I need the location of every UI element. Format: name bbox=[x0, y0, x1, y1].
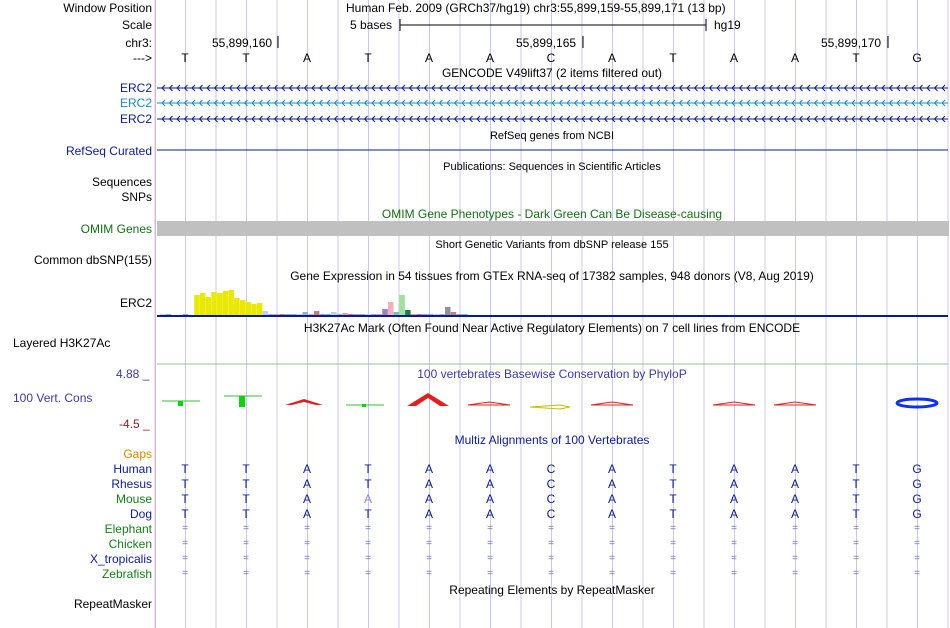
alignment-gap: = bbox=[426, 538, 432, 549]
species-label-chicken[interactable]: Chicken bbox=[108, 537, 152, 551]
gtex-bar bbox=[377, 314, 383, 315]
sequence-base: G bbox=[912, 51, 922, 65]
h3k27-title: H3K27Ac Mark (Often Found Near Active Regulatory Elements) on 7 cell lines from ENCODE bbox=[303, 321, 801, 335]
alignment-base: T bbox=[242, 507, 250, 521]
species-label-human[interactable]: Human bbox=[113, 462, 152, 476]
alignment-gap: = bbox=[182, 538, 188, 549]
alignment-gap: = bbox=[365, 568, 371, 579]
position-tick-1: 55,899,160 bbox=[212, 36, 273, 50]
gtex-bar bbox=[462, 314, 468, 315]
alignment-base: C bbox=[546, 477, 556, 491]
alignment-gap: = bbox=[182, 568, 188, 579]
alignment-gap: = bbox=[304, 568, 310, 579]
alignment-gap: = bbox=[426, 568, 432, 579]
gtex-bar bbox=[445, 307, 451, 315]
alignment-base: T bbox=[364, 477, 372, 491]
alignment-gap: = bbox=[914, 538, 920, 549]
cons-min-label: -4.5 _ bbox=[119, 417, 150, 431]
gtex-bar bbox=[194, 295, 200, 315]
alignment-gap: = bbox=[182, 523, 188, 534]
gtex-bar bbox=[166, 314, 172, 315]
scale-db: hg19 bbox=[714, 18, 741, 32]
dbsnp-label[interactable]: Common dbSNP(155) bbox=[33, 253, 152, 267]
alignment-base: T bbox=[669, 477, 677, 491]
cons-letter-c bbox=[530, 405, 570, 409]
gencode-gene-3-label[interactable]: ERC2 bbox=[119, 112, 152, 126]
alignment-base: A bbox=[485, 462, 495, 476]
alignment-gap: = bbox=[853, 568, 859, 579]
alignment-base: A bbox=[424, 492, 434, 506]
alignment-gap: = bbox=[426, 523, 432, 534]
alignment-base: A bbox=[607, 507, 617, 521]
sequence-base: C bbox=[546, 51, 556, 65]
alignment-gap: = bbox=[426, 553, 432, 564]
alignment-base: T bbox=[852, 462, 860, 476]
sequence-base: T bbox=[669, 51, 677, 65]
gtex-bar bbox=[456, 314, 462, 315]
alignment-gap: = bbox=[487, 538, 493, 549]
alignment-gap: = bbox=[304, 523, 310, 534]
gtex-bar bbox=[417, 314, 423, 315]
sequence-base: A bbox=[302, 51, 312, 65]
gtex-bar bbox=[206, 297, 212, 315]
alignment-base: T bbox=[852, 477, 860, 491]
alignment-gap: = bbox=[670, 538, 676, 549]
alignment-gap: = bbox=[548, 553, 554, 564]
gtex-bar bbox=[325, 314, 331, 315]
alignment-gap: = bbox=[914, 553, 920, 564]
alignment-base: T bbox=[669, 507, 677, 521]
alignment-gap: = bbox=[853, 553, 859, 564]
alignment-gap: = bbox=[853, 538, 859, 549]
alignment-base: A bbox=[302, 492, 312, 506]
gtex-label[interactable]: ERC2 bbox=[119, 296, 152, 310]
gtex-bar bbox=[183, 314, 189, 315]
alignment-gap: = bbox=[609, 568, 615, 579]
gtex-bar bbox=[308, 314, 314, 315]
alignment-base: T bbox=[181, 462, 189, 476]
alignment-gap: = bbox=[609, 538, 615, 549]
alignment-base: T bbox=[181, 492, 189, 506]
cons-letter-a bbox=[468, 402, 510, 405]
alignment-base: T bbox=[669, 462, 677, 476]
alignment-gap: = bbox=[731, 553, 737, 564]
sequence-base: A bbox=[485, 51, 495, 65]
species-label-mouse[interactable]: Mouse bbox=[115, 492, 152, 506]
alignment-gap: = bbox=[731, 568, 737, 579]
alignment-base: A bbox=[729, 507, 739, 521]
species-label-x_tropicalis[interactable]: X_tropicalis bbox=[89, 552, 152, 566]
alignment-base: C bbox=[546, 492, 556, 506]
species-label-dog[interactable]: Dog bbox=[129, 507, 152, 521]
alignment-gap: = bbox=[365, 553, 371, 564]
gtex-bar bbox=[422, 314, 428, 315]
position-tick-3: 55,899,170 bbox=[821, 36, 882, 50]
alignment-gap: = bbox=[548, 538, 554, 549]
alignment-base: T bbox=[181, 507, 189, 521]
alignment-base: A bbox=[729, 477, 739, 491]
publications-title: Publications: Sequences in Scientific Articles bbox=[443, 161, 661, 173]
repeat-label[interactable]: RepeatMasker bbox=[73, 597, 152, 611]
gtex-bar bbox=[382, 309, 388, 315]
cons-max-label: 4.88 _ bbox=[116, 367, 150, 381]
alignment-gap: = bbox=[914, 568, 920, 579]
gtex-bar bbox=[291, 314, 297, 315]
cons-letter-a bbox=[285, 399, 323, 405]
gtex-bar bbox=[365, 314, 371, 315]
species-label-zebrafish[interactable]: Zebrafish bbox=[101, 567, 152, 581]
omim-title: OMIM Gene Phenotypes - Dark Green Can Be Disease-causing bbox=[381, 207, 723, 221]
alignment-gap: = bbox=[243, 568, 249, 579]
gaps-label[interactable]: Gaps bbox=[123, 447, 152, 461]
alignment-gap: = bbox=[304, 538, 310, 549]
gtex-bar bbox=[217, 293, 223, 315]
alignment-base: G bbox=[912, 477, 922, 491]
alignment-gap: = bbox=[487, 553, 493, 564]
gtex-bar bbox=[234, 298, 240, 315]
alignment-base: A bbox=[729, 462, 739, 476]
gtex-bar bbox=[434, 314, 440, 315]
alignment-base: A bbox=[790, 492, 800, 506]
sequence-base: A bbox=[729, 51, 739, 65]
omim-bar bbox=[157, 221, 949, 236]
gtex-bar bbox=[411, 314, 417, 315]
gtex-bar bbox=[160, 314, 166, 315]
gtex-bar bbox=[360, 314, 366, 315]
h3k27-label[interactable]: Layered H3K27Ac bbox=[13, 336, 111, 350]
gtex-bar bbox=[371, 314, 377, 315]
alignment-gap: = bbox=[609, 523, 615, 534]
alignment-gap: = bbox=[243, 538, 249, 549]
alignment-base: T bbox=[181, 477, 189, 491]
alignment-gap: = bbox=[670, 568, 676, 579]
repeat-title: Repeating Elements by RepeatMasker bbox=[449, 583, 655, 597]
sequence-base: T bbox=[242, 51, 250, 65]
window-position-value: Human Feb. 2009 (GRCh37/hg19) chr3:55,899,159-55,899,171 (13 bp) bbox=[346, 1, 726, 15]
alignment-base: A bbox=[302, 507, 312, 521]
alignment-gap: = bbox=[731, 523, 737, 534]
alignment-base: A bbox=[485, 477, 495, 491]
alignment-base: G bbox=[912, 462, 922, 476]
gtex-bar bbox=[399, 295, 405, 315]
cons-letter-a bbox=[407, 393, 449, 406]
multiz-title: Multiz Alignments of 100 Vertebrates bbox=[454, 433, 650, 447]
alignment-base: T bbox=[364, 507, 372, 521]
gtex-bar bbox=[223, 291, 229, 315]
gtex-title: Gene Expression in 54 tissues from GTEx RNA-seq of 17382 samples, 948 donors (V8, Aug 2019) bbox=[290, 269, 814, 283]
cons-mark bbox=[239, 396, 245, 407]
gtex-bar bbox=[263, 311, 269, 315]
alignment-base: G bbox=[912, 492, 922, 506]
sequences-label[interactable]: Sequences bbox=[91, 175, 152, 189]
dbsnp-title: Short Genetic Variants from dbSNP release 155 bbox=[435, 239, 669, 251]
alignment-base: T bbox=[242, 492, 250, 506]
chrom-label: chr3: bbox=[125, 36, 152, 50]
gtex-bar bbox=[200, 293, 206, 315]
alignment-base: A bbox=[302, 462, 312, 476]
alignment-gap: = bbox=[487, 523, 493, 534]
alignment-base: A bbox=[607, 492, 617, 506]
alignment-gap: = bbox=[731, 538, 737, 549]
gtex-bar bbox=[251, 304, 257, 315]
alignment-base: T bbox=[242, 477, 250, 491]
gtex-bar bbox=[451, 312, 457, 315]
alignment-gap: = bbox=[182, 553, 188, 564]
gtex-bar bbox=[257, 303, 263, 315]
position-tick-2: 55,899,165 bbox=[516, 36, 577, 50]
species-label-rhesus[interactable]: Rhesus bbox=[111, 477, 152, 491]
alignment-base: A bbox=[607, 477, 617, 491]
cons-mark bbox=[178, 401, 183, 406]
gtex-bar bbox=[320, 314, 326, 315]
gtex-bar bbox=[246, 302, 252, 315]
sequence-base: A bbox=[790, 51, 800, 65]
refseq-label[interactable]: RefSeq Curated bbox=[65, 144, 152, 158]
alignment-gap: = bbox=[609, 553, 615, 564]
alignment-base: T bbox=[669, 492, 677, 506]
alignment-base: G bbox=[912, 507, 922, 521]
gtex-bar bbox=[211, 292, 217, 315]
alignment-gap: = bbox=[548, 523, 554, 534]
sequence-base: T bbox=[852, 51, 860, 65]
alignment-gap: = bbox=[243, 553, 249, 564]
gtex-bar bbox=[228, 290, 234, 315]
alignment-base: T bbox=[242, 462, 250, 476]
gtex-bar bbox=[285, 314, 291, 315]
cons-title: 100 vertebrates Basewise Conservation by PhyloP bbox=[417, 367, 687, 381]
gtex-bar bbox=[405, 310, 411, 315]
alignment-gap: = bbox=[792, 523, 798, 534]
gtex-bar bbox=[280, 314, 286, 315]
scale-bases: 5 bases bbox=[350, 18, 393, 32]
omim-label[interactable]: OMIM Genes bbox=[80, 222, 152, 236]
alignment-gap: = bbox=[792, 538, 798, 549]
alignment-gap: = bbox=[670, 523, 676, 534]
window-position-label: Window Position bbox=[63, 1, 152, 15]
alignment-gap: = bbox=[365, 538, 371, 549]
alignment-gap: = bbox=[792, 568, 798, 579]
alignment-base: A bbox=[302, 477, 312, 491]
alignment-base: T bbox=[364, 462, 372, 476]
gtex-bar bbox=[348, 314, 354, 315]
species-label-elephant[interactable]: Elephant bbox=[104, 522, 152, 536]
gtex-bar bbox=[394, 312, 400, 315]
sequence-base: T bbox=[364, 51, 372, 65]
refseq-title: RefSeq genes from NCBI bbox=[489, 130, 615, 142]
alignment-gap: = bbox=[304, 553, 310, 564]
alignment-base: A bbox=[729, 492, 739, 506]
alignment-base: A bbox=[790, 507, 800, 521]
gtex-bar bbox=[274, 314, 280, 315]
scale-label: Scale bbox=[121, 18, 152, 32]
alignment-base: A bbox=[790, 477, 800, 491]
gtex-bar bbox=[303, 312, 309, 315]
gtex-bar bbox=[439, 314, 445, 315]
alignment-base: A bbox=[607, 462, 617, 476]
alignment-gap: = bbox=[853, 523, 859, 534]
cons-mark bbox=[362, 404, 366, 407]
gtex-bar bbox=[337, 314, 343, 315]
alignment-gap: = bbox=[670, 553, 676, 564]
gtex-bar bbox=[428, 314, 434, 315]
alignment-base: C bbox=[546, 462, 556, 476]
alignment-base: T bbox=[852, 492, 860, 506]
sequence-base: A bbox=[424, 51, 434, 65]
alignment-base: A bbox=[790, 462, 800, 476]
strand-label: ---> bbox=[133, 51, 152, 65]
gtex-bar bbox=[354, 314, 360, 315]
gencode-title: GENCODE V49lift37 (2 items filtered out) bbox=[441, 66, 663, 80]
alignment-base: A bbox=[485, 492, 495, 506]
alignment-gap: = bbox=[487, 568, 493, 579]
gtex-bar bbox=[342, 313, 348, 315]
alignment-base: C bbox=[546, 507, 556, 521]
alignment-gap: = bbox=[365, 523, 371, 534]
alignment-base: A bbox=[424, 462, 434, 476]
alignment-gap: = bbox=[548, 568, 554, 579]
cons-label[interactable]: 100 Vert. Cons bbox=[13, 391, 93, 405]
gtex-bar bbox=[388, 302, 394, 315]
gencode-gene-2-label[interactable]: ERC2 bbox=[119, 96, 152, 110]
snps-label[interactable]: SNPs bbox=[121, 190, 152, 204]
alignment-gap: = bbox=[914, 523, 920, 534]
alignment-base: A bbox=[424, 507, 434, 521]
gtex-bar bbox=[331, 312, 337, 315]
alignment-base: A bbox=[485, 507, 495, 521]
gencode-gene-1-label[interactable]: ERC2 bbox=[119, 81, 152, 95]
gtex-bar bbox=[240, 300, 246, 315]
gtex-bar bbox=[297, 314, 303, 315]
sequence-base: T bbox=[181, 51, 189, 65]
gtex-bar bbox=[268, 314, 274, 315]
alignment-base: T bbox=[852, 507, 860, 521]
gtex-bar bbox=[314, 311, 320, 315]
alignment-gap: = bbox=[243, 523, 249, 534]
alignment-base: A bbox=[424, 477, 434, 491]
alignment-base: A bbox=[363, 492, 373, 506]
alignment-gap: = bbox=[792, 553, 798, 564]
sequence-base: A bbox=[607, 51, 617, 65]
